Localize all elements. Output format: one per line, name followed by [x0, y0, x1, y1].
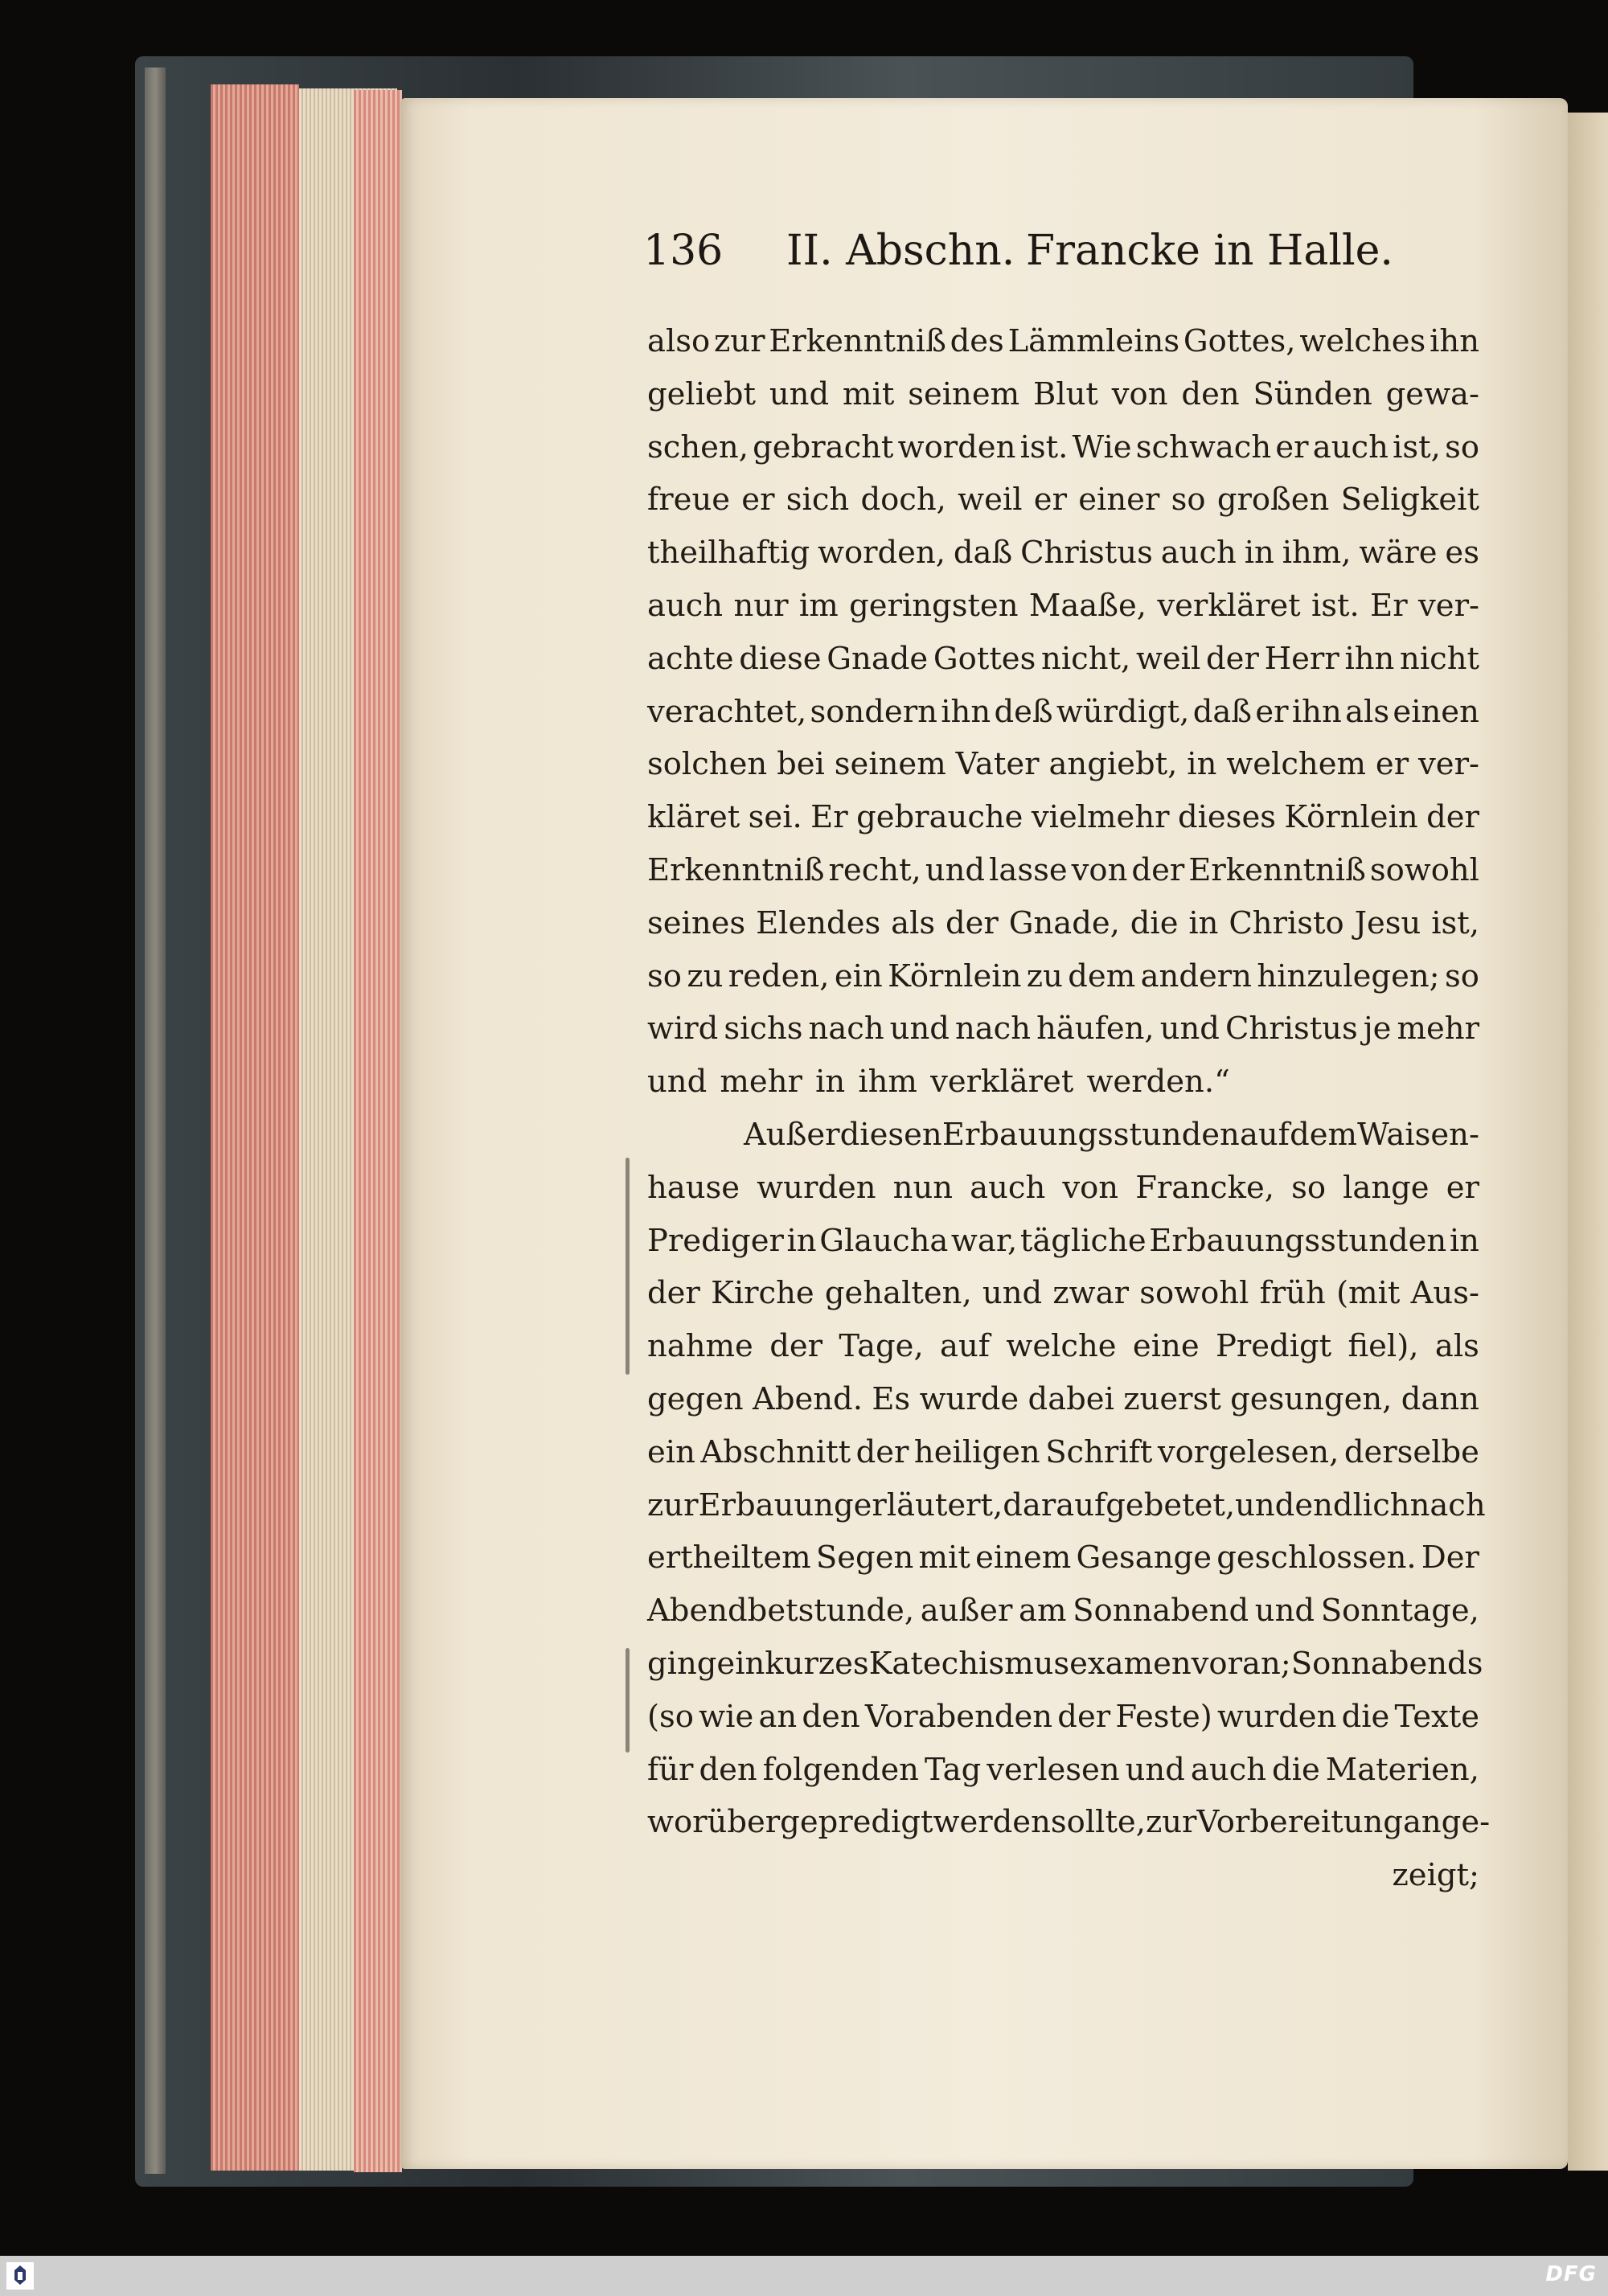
word: so	[1445, 957, 1479, 994]
word: den	[1181, 375, 1240, 412]
word: Der	[1421, 1540, 1479, 1576]
word: zur	[647, 1486, 699, 1523]
word: und	[982, 1275, 1043, 1312]
word: erläutert,	[853, 1486, 1003, 1523]
facing-page-edge	[1568, 113, 1608, 2171]
word: Erkenntniß	[647, 851, 825, 888]
word: wurden	[757, 1169, 876, 1206]
word: hinzulegen;	[1257, 957, 1440, 994]
text-line	[647, 897, 1479, 950]
word: ihn	[1291, 693, 1342, 730]
word: Aus-	[1410, 1275, 1479, 1312]
section-label: II. Abschn.	[786, 227, 1015, 275]
text-line	[647, 1744, 1479, 1797]
word: des	[950, 323, 1004, 359]
word: gehalten,	[824, 1275, 972, 1312]
word: daß	[953, 535, 1013, 572]
word: auch	[1190, 1751, 1267, 1788]
margin-pencil-mark	[626, 1158, 630, 1375]
word: verachtet,	[647, 693, 807, 730]
text-line	[647, 791, 1479, 844]
word: dann	[1401, 1380, 1479, 1417]
page-block-red-edge	[211, 84, 299, 2171]
word: kläret	[647, 799, 740, 836]
word: doch,	[860, 482, 946, 519]
word: dem	[1290, 1116, 1357, 1153]
word: er	[1033, 482, 1067, 519]
word: er	[741, 482, 775, 519]
text-line	[647, 1109, 1479, 1162]
word: Erbauungsstunden	[1149, 1222, 1447, 1259]
word: nicht,	[1041, 640, 1131, 677]
word: theilhaftig	[647, 535, 810, 572]
word: seines	[647, 904, 746, 941]
running-header	[643, 227, 1503, 291]
word: auch	[1160, 535, 1237, 572]
word: werden	[933, 1804, 1051, 1841]
word: so	[1445, 428, 1479, 465]
word: tägliche	[1019, 1222, 1147, 1259]
word: nach	[1409, 1486, 1486, 1523]
word: Es	[872, 1380, 911, 1417]
word: reden,	[728, 957, 830, 994]
text-line	[647, 315, 1479, 368]
word: endlich	[1294, 1486, 1410, 1523]
word: gegen	[647, 1380, 744, 1417]
text-line	[647, 633, 1479, 686]
word: nach	[808, 1011, 884, 1048]
text-line	[647, 1426, 1479, 1479]
word: nach	[954, 1011, 1032, 1048]
word: Materien,	[1325, 1751, 1479, 1788]
word: verkläret	[930, 1064, 1074, 1101]
word: folgenden	[762, 1751, 919, 1788]
word: lasse	[989, 851, 1068, 888]
word: der	[1057, 1698, 1111, 1735]
page-block-red-edge-inner	[354, 90, 402, 2172]
word: Elendes	[756, 904, 881, 941]
word: und	[889, 1011, 950, 1048]
word: wurde	[919, 1380, 1019, 1417]
word: Seligkeit	[1340, 482, 1479, 519]
text-line	[647, 1849, 1479, 1902]
word: Er	[1370, 587, 1408, 624]
text-line	[647, 1691, 1479, 1744]
word: solchen	[647, 746, 768, 783]
word: er	[1375, 746, 1409, 783]
word: ging	[647, 1645, 717, 1682]
word: Körnlein	[1284, 799, 1418, 836]
word: in	[1188, 904, 1219, 941]
word: sowohl	[1139, 1275, 1249, 1312]
word: ihn	[1430, 323, 1479, 359]
word: kurzes	[765, 1645, 869, 1682]
word: werden.“	[1086, 1064, 1230, 1101]
word: derselbe	[1343, 1433, 1479, 1470]
text-line	[647, 1531, 1479, 1585]
word: zur	[714, 323, 765, 359]
word: Jesu	[1354, 904, 1421, 941]
text-line	[647, 1585, 1479, 1638]
word: und	[1254, 1593, 1315, 1630]
word: ein	[834, 957, 883, 994]
word: außer	[920, 1593, 1013, 1630]
word: Sonntage,	[1320, 1593, 1479, 1630]
word: dieses	[1177, 799, 1276, 836]
word: als	[891, 904, 936, 941]
word: bei	[777, 746, 825, 783]
word: Abendbetstunde,	[647, 1593, 915, 1630]
word: Sünden	[1253, 375, 1372, 412]
word: auch	[647, 587, 724, 624]
word: Körnlein	[888, 957, 1022, 994]
word: recht,	[828, 851, 921, 888]
word: Segen	[815, 1540, 914, 1576]
word: diese	[739, 640, 822, 677]
word: wird	[647, 1011, 719, 1048]
word: schen,	[647, 428, 749, 465]
word: verlesen	[987, 1751, 1120, 1788]
word: ihn	[941, 693, 991, 730]
word: darauf	[1003, 1486, 1106, 1523]
word: im	[798, 587, 839, 624]
word: Vorbereitung	[1196, 1804, 1403, 1841]
word: fiel),	[1348, 1328, 1419, 1365]
word: er	[1275, 428, 1309, 465]
word: diesen	[839, 1116, 942, 1153]
word: Gottes,	[1183, 323, 1296, 359]
word: also	[647, 323, 711, 359]
word: voran;	[1191, 1645, 1291, 1682]
word: einer	[1078, 482, 1160, 519]
word: als	[1345, 693, 1390, 730]
word: schwach	[1135, 428, 1272, 465]
word: Gesange	[1076, 1540, 1212, 1576]
word: sei.	[748, 799, 802, 836]
viewer-footer	[0, 2256, 1608, 2296]
word: daß	[1192, 693, 1253, 730]
text-line	[647, 1638, 1483, 1691]
word: seinem	[834, 746, 946, 783]
word: ist,	[1393, 428, 1441, 465]
word: Wie	[1072, 428, 1132, 465]
word: freue	[647, 482, 731, 519]
word: von	[1111, 375, 1168, 412]
text-line	[647, 527, 1479, 580]
word: auch	[970, 1169, 1046, 1206]
word: Er	[810, 799, 848, 836]
word: wurden	[1216, 1698, 1337, 1735]
word: Gnade	[827, 640, 929, 677]
word: ein	[647, 1433, 695, 1470]
word: gewa-	[1385, 375, 1479, 412]
word: Waisen-	[1357, 1116, 1479, 1153]
word: der	[946, 904, 999, 941]
word: Feste)	[1115, 1698, 1212, 1735]
word: (so	[647, 1698, 694, 1735]
word: mehr	[1397, 1011, 1479, 1048]
word: ihm	[858, 1064, 917, 1101]
word: Sonnabend	[1073, 1593, 1249, 1630]
text-line	[647, 1320, 1479, 1373]
word: sollte,	[1050, 1804, 1146, 1841]
margin-pencil-mark	[626, 1648, 630, 1753]
word: Erkenntniß	[1188, 851, 1366, 888]
running-title: Francke in Halle.	[1026, 227, 1393, 275]
word: zur	[1145, 1804, 1197, 1841]
word: Erbauung	[698, 1486, 854, 1523]
word: als	[1434, 1328, 1479, 1365]
word: an	[758, 1698, 798, 1735]
word: für	[647, 1751, 694, 1788]
word: der	[647, 1275, 700, 1312]
word: sich	[786, 482, 850, 519]
word: Texte	[1394, 1698, 1479, 1735]
word: und	[1125, 1751, 1185, 1788]
word: nun	[892, 1169, 954, 1206]
word: einem	[975, 1540, 1072, 1576]
word: Lämmleins	[1007, 323, 1180, 359]
word: Glaucha	[819, 1222, 949, 1259]
cover-edge	[145, 68, 166, 2174]
word: worden	[897, 428, 1016, 465]
word: Erbauungsstunden	[941, 1116, 1240, 1153]
word: in	[1244, 535, 1274, 572]
word: Abend.	[753, 1380, 863, 1417]
word: ihm,	[1282, 535, 1352, 572]
word: so	[647, 957, 682, 994]
word: die	[1272, 1751, 1320, 1788]
text-line	[647, 738, 1479, 791]
word: ertheiltem	[647, 1540, 811, 1576]
word: welche	[1006, 1328, 1117, 1365]
word: der	[1131, 851, 1185, 888]
text-line	[647, 844, 1479, 897]
word: der	[855, 1433, 909, 1470]
word: großen	[1216, 482, 1330, 519]
word: er	[1446, 1169, 1479, 1206]
word: Herr	[1264, 640, 1339, 677]
word: ihn	[1344, 640, 1395, 677]
word: nicht	[1400, 640, 1479, 677]
word: und	[925, 851, 986, 888]
word: der	[1426, 799, 1479, 836]
text-line	[647, 1162, 1479, 1215]
word: dem	[1068, 957, 1136, 994]
word: Sonnabends	[1290, 1645, 1483, 1682]
word: in	[1449, 1222, 1479, 1259]
text-line	[647, 474, 1479, 527]
word: vorgelesen,	[1157, 1433, 1339, 1470]
word: Vorabenden	[864, 1698, 1053, 1735]
dfg-label: DFG	[1545, 2262, 1597, 2286]
word: auf	[1239, 1116, 1290, 1153]
word: gebrauche	[856, 799, 1023, 836]
word: achte	[647, 640, 734, 677]
word: (mit	[1336, 1275, 1401, 1312]
word: den	[699, 1751, 757, 1788]
word: Erkenntniß	[769, 323, 946, 359]
word: ange-	[1402, 1804, 1491, 1841]
word: wäre	[1359, 535, 1438, 572]
word: so	[1291, 1169, 1326, 1206]
word: Christus	[1020, 535, 1153, 572]
word: zeigt;	[1392, 1857, 1479, 1894]
text-line	[647, 1056, 1479, 1109]
word: geringsten	[849, 587, 1019, 624]
word: andern	[1140, 957, 1252, 994]
word: war,	[950, 1222, 1018, 1259]
text-line	[647, 1373, 1479, 1426]
page-body-text	[647, 315, 1491, 1902]
word: einen	[1393, 693, 1479, 730]
word: Abschnitt	[700, 1433, 851, 1470]
word: gesungen,	[1230, 1380, 1393, 1417]
word: und	[1235, 1486, 1295, 1523]
word: heiligen	[913, 1433, 1040, 1470]
text-line	[647, 421, 1479, 474]
word: gebetet,	[1106, 1486, 1236, 1523]
word: hause	[647, 1169, 740, 1206]
word: Christo	[1229, 904, 1344, 941]
word: die	[1130, 904, 1179, 941]
page-number: 136	[643, 227, 724, 275]
word: geliebt	[647, 375, 756, 412]
word: nur	[733, 587, 789, 624]
word: und	[647, 1064, 708, 1101]
word: auf	[940, 1328, 991, 1365]
word: je	[1363, 1011, 1392, 1048]
word: der	[1206, 640, 1259, 677]
text-line	[647, 580, 1479, 633]
word: ver-	[1418, 587, 1479, 624]
word: nahme	[647, 1328, 753, 1365]
word: Blut	[1033, 375, 1098, 412]
word: von	[1071, 851, 1128, 888]
word: zwar	[1052, 1275, 1129, 1312]
word: ist,	[1431, 904, 1479, 941]
text-line	[647, 1479, 1486, 1532]
word: am	[1019, 1593, 1067, 1630]
word: seinem	[908, 375, 1020, 412]
word: Schrift	[1045, 1433, 1153, 1470]
word: und	[769, 375, 830, 412]
word: Tag	[924, 1751, 982, 1788]
word: wie	[699, 1698, 754, 1735]
word: ver-	[1418, 746, 1479, 783]
word: welchem	[1226, 746, 1366, 783]
word: Francke,	[1135, 1169, 1274, 1206]
word: geschlossen.	[1216, 1540, 1417, 1576]
word: lange	[1343, 1169, 1430, 1206]
word: verkläret	[1157, 587, 1301, 624]
word: Außer	[744, 1116, 840, 1153]
word: dabei	[1028, 1380, 1114, 1417]
word: Maaße,	[1028, 587, 1147, 624]
word: weil	[1135, 640, 1201, 677]
word: mehr	[720, 1064, 802, 1101]
word: Vater	[955, 746, 1040, 783]
word: Gnade,	[1008, 904, 1120, 941]
word: gepredigt	[780, 1804, 933, 1841]
word: Kirche	[711, 1275, 814, 1312]
word: Predigt	[1215, 1328, 1332, 1365]
word: würdigt,	[1056, 693, 1190, 730]
word: worüber	[647, 1804, 781, 1841]
word: welches	[1299, 323, 1426, 359]
word: Katechismusexamen	[868, 1645, 1192, 1682]
word: mit	[843, 375, 895, 412]
word: früh	[1259, 1275, 1326, 1312]
word: Gottes	[933, 640, 1036, 677]
word: in	[815, 1064, 846, 1101]
word: vielmehr	[1031, 799, 1170, 836]
word: gebracht	[753, 428, 894, 465]
word: zuerst	[1123, 1380, 1221, 1417]
word: die	[1341, 1698, 1390, 1735]
word: worden,	[817, 535, 946, 572]
word: angiebt,	[1048, 746, 1178, 783]
word: er	[1255, 693, 1289, 730]
word: häufen,	[1036, 1011, 1155, 1048]
word: Christus	[1224, 1011, 1358, 1048]
text-line	[647, 368, 1479, 421]
text-line	[647, 686, 1479, 739]
word: sondern	[810, 693, 937, 730]
word: eine	[1132, 1328, 1200, 1365]
word: auch	[1312, 428, 1389, 465]
text-line	[647, 950, 1479, 1003]
word: ist.	[1019, 428, 1069, 465]
word: sowohl	[1369, 851, 1479, 888]
word: weil	[958, 482, 1023, 519]
word: und	[1159, 1011, 1220, 1048]
text-line	[647, 1215, 1479, 1268]
word: mit	[918, 1540, 970, 1576]
word: ist.	[1311, 587, 1360, 624]
word: es	[1445, 535, 1479, 572]
text-line	[647, 1796, 1491, 1849]
text-line	[647, 1267, 1479, 1320]
word: der	[769, 1328, 823, 1365]
library-seal-icon	[6, 2262, 34, 2290]
word: Tage,	[839, 1328, 924, 1365]
word: deß	[994, 693, 1053, 730]
word: so	[1171, 482, 1206, 519]
text-line	[647, 1002, 1479, 1056]
word: Prediger	[647, 1222, 784, 1259]
word: den	[802, 1698, 860, 1735]
word: ein	[716, 1645, 765, 1682]
word: zu	[1026, 957, 1063, 994]
word: von	[1062, 1169, 1119, 1206]
word: in	[1187, 746, 1217, 783]
word: zu	[687, 957, 724, 994]
word: in	[786, 1222, 817, 1259]
word: sichs	[724, 1011, 803, 1048]
